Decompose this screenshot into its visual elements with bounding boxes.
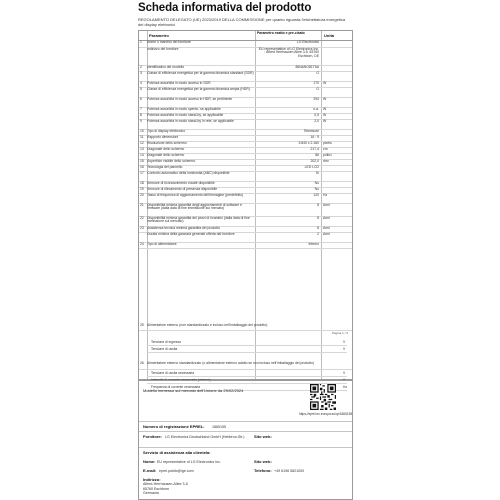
row-number: 7	[140, 107, 142, 111]
row-value: No	[314, 181, 319, 185]
row-number: 5	[140, 87, 142, 91]
table-row	[139, 323, 352, 331]
table-row	[139, 47, 352, 66]
row-number: 15	[140, 159, 144, 163]
row-number: 25	[140, 323, 144, 327]
row-number: 12	[140, 141, 144, 145]
row-value: 16 : 9	[310, 135, 319, 139]
row-value: G	[316, 71, 319, 75]
row-number: 6	[140, 97, 142, 101]
row-unit: pollici	[323, 153, 332, 157]
row-value: 86	[315, 153, 319, 157]
address-label: Indirizzo:	[143, 477, 161, 482]
psu-unit: Hz	[343, 385, 348, 389]
row-number: 21	[140, 203, 144, 207]
market-date-note: Modello immesso sul mercato dell'Unione da 29/02/2024	[143, 388, 244, 393]
website-label: Sito web:	[254, 459, 272, 464]
row-label: Nome o marchio del fornitore	[147, 40, 191, 44]
power-supply-row	[147, 370, 347, 377]
email-value[interactable]: eprel.public@lge.com	[159, 468, 194, 473]
service-name-label: Nome:	[143, 459, 156, 464]
supplier-label: Fornitore:	[143, 434, 162, 439]
psu-label: Frequenza di corrente necessaria	[151, 385, 201, 389]
row-unit: W	[323, 119, 327, 123]
row-number: 4	[140, 81, 142, 85]
row-value: Interno	[308, 242, 319, 246]
row-unit: W	[323, 113, 327, 117]
psu-label: Tensione di uscita	[151, 347, 178, 351]
website-label: Sito web:	[254, 434, 272, 439]
row-number: 9	[140, 119, 142, 123]
row-label: Tecnologia del pannello	[147, 165, 183, 169]
row-unit: W	[323, 107, 327, 111]
row-value: 2	[317, 232, 319, 236]
row-value: 3.840 x 2.160	[298, 141, 319, 145]
row-label: Sensore di rilevamento di presenza disponibile	[147, 187, 218, 191]
row-value: 170	[313, 81, 319, 85]
phone-label: Telefono:	[254, 468, 272, 473]
row-value: 217,4	[310, 147, 319, 151]
row-value: Televisore	[303, 129, 319, 133]
row-value: 8	[317, 203, 319, 207]
row-label: Tasso di frequenza di aggiornamento dell'immagine (predefinito)	[147, 193, 244, 197]
row-unit: Anni	[323, 226, 330, 230]
row-number: 2	[140, 65, 142, 69]
row-unit: W	[323, 97, 327, 101]
row-label: Controllo automatico della luminosità (ABC) disponibile	[147, 171, 230, 175]
row-value: 86NANO81T6A	[295, 65, 319, 69]
psu-unit: A	[343, 378, 346, 382]
row-number: 23	[140, 226, 144, 230]
row-number: 20	[140, 193, 144, 197]
row-label: Potenza assorbita in modo stand-by in rete, se applicabile	[147, 119, 234, 123]
row-label: Identificativo del modello	[147, 65, 185, 69]
row-value: Sì	[315, 171, 319, 175]
regulation-subtitle: REGOLAMENTO DELEGATO (UE) 2023/2019 DELLA COMMISSIONE per quanto riguarda l'etichettatura energetica dei display elettronici	[138, 17, 346, 27]
row-value: 0,5	[314, 113, 319, 117]
psu-label: Tensione di uscita necessaria	[151, 371, 195, 375]
divider	[139, 447, 352, 448]
row-value: 202,0	[310, 159, 319, 163]
row-number: 11	[140, 135, 144, 139]
address-line: 65760 Eschborn	[143, 486, 170, 491]
customer-service-label: Servizio di assistenza alla clientela:	[143, 450, 211, 455]
product-fiche	[133, 0, 353, 500]
row-label: Potenza assorbita in modo spento, se applicabile	[147, 107, 221, 111]
row-label: Potenza assorbita in modo acceso in HDR, se pertinente	[147, 97, 233, 101]
power-supply-row	[147, 339, 347, 346]
row-unit: pixels	[323, 141, 332, 145]
service-name-value: EU representative of LG Electronics Inc.	[157, 459, 221, 464]
qr-code-icon	[310, 384, 336, 410]
psu-label: Tensione di ingresso	[151, 340, 182, 344]
table-row	[139, 242, 352, 249]
row-number: 16	[140, 165, 144, 169]
divider	[139, 431, 352, 432]
row-label: Durata minima della garanzia generale offerta dal fornitore	[147, 232, 235, 236]
row-label: Assistenza tecnica minima garantita del prodotto	[147, 226, 220, 230]
supplier-value: LG Electronics Deutschland GmbH (Hebbron-Str.)	[165, 434, 245, 439]
parameter-table	[138, 30, 353, 389]
row-label: Potenza assorbita in modo stand-by, se applicabile	[147, 113, 224, 117]
psu-unit: V	[343, 371, 346, 375]
header-value: Parametro esatto e pre-cisato	[257, 30, 305, 35]
eprel-label: Numero di registrazione EPREL:	[143, 424, 205, 429]
row-value: EU representative of LG Electronics Inc. : Alfred Herrhausen Allee 3-5, 65760 Eschborn, DE	[258, 47, 319, 59]
row-number: 26	[140, 361, 144, 365]
row-value: LG Electronics	[296, 40, 319, 44]
row-label: Classe di efficienza energetica per la gamma dinamica standard (SDR)	[147, 71, 254, 75]
row-label: Tipo di alimentatore	[147, 242, 177, 246]
psu-unit: V	[343, 340, 346, 344]
row-value: 294	[313, 97, 319, 101]
row-number: 17	[140, 171, 144, 175]
row-unit: Anni	[323, 216, 330, 220]
row-unit: W	[323, 81, 327, 85]
row-label: Diagonale dello schermo	[147, 153, 185, 157]
row-value: n.a.	[313, 107, 319, 111]
row-number: 24	[140, 242, 144, 246]
row-label: Superficie visibile dello schermo	[147, 159, 196, 163]
psu-label: Intensità di corrente necessaria (minima)	[151, 378, 211, 382]
row-label: Classe di efficienza energetica per la gamma dinamica ampia (HDR)	[147, 87, 250, 91]
address-line: Germania	[143, 491, 159, 495]
table-row	[139, 203, 352, 217]
row-number: 1	[140, 40, 142, 44]
header-parameter: Parametro	[149, 33, 169, 38]
row-label: Sensore di riconoscimento vocale disponibile	[147, 181, 215, 185]
row-label: Tipo di display elettronico	[147, 129, 186, 133]
table-row	[139, 361, 352, 370]
power-supply-row	[147, 346, 347, 353]
phone-value: +49 6196 5821000	[274, 468, 305, 473]
row-number: 10	[140, 129, 144, 133]
row-label: Alimentatore esterno standardizzato (o alimentatore esterno adatto se non incluso nell'imballaggio del prodotto)	[147, 361, 315, 365]
row-value: LED LCD	[304, 165, 319, 169]
email-label: E-mail:	[143, 468, 157, 473]
row-unit: Anni	[323, 232, 330, 236]
page-title: Scheda informativa del prodotto	[138, 2, 312, 14]
row-unit: cm	[323, 147, 328, 151]
header-unit: Unità	[324, 33, 334, 38]
row-number: 8	[140, 113, 142, 117]
row-number: 3	[140, 71, 142, 75]
row-value: 120	[313, 193, 319, 197]
supplier-info	[138, 380, 353, 500]
row-unit: dm²	[323, 159, 329, 163]
row-label: Diagonale dello schermo	[147, 147, 185, 151]
row-number: 18	[140, 181, 144, 185]
row-label: Risoluzione dello schermo	[147, 141, 187, 145]
row-label: Disponibilità minima garantita dei pezzi di ricambio (dalla data di fine immissione sul mercato)	[147, 216, 250, 224]
row-value: 2,0	[314, 119, 319, 123]
row-value: 8	[317, 216, 319, 220]
row-unit: Anni	[323, 203, 330, 207]
address-line: Alfred-Herrhausen-Allee 3-5	[143, 482, 188, 486]
row-label: Rapporto dimensioni	[147, 135, 179, 139]
row-label: Disponibilità minima garantita degli aggiornamenti di software e firmware (dalla data di fine immissione sul mercato)	[147, 203, 242, 211]
row-label: Potenza assorbita in modo acceso in SDR	[147, 81, 211, 85]
row-label: Indirizzo del fornitore	[147, 47, 179, 51]
eprel-number: 1865155	[212, 424, 226, 429]
psu-unit: V	[343, 347, 346, 351]
row-label: Alimentatore esterno (non standardizzato e incluso nell'imballaggio del prodotto)	[147, 323, 268, 327]
row-number: 13	[140, 147, 144, 151]
eprel-url[interactable]: https://eprel.ec.europa.eu/qr/1865155	[299, 412, 353, 416]
row-number: 14	[140, 153, 144, 157]
page-marker: Pagina 1 / 2	[331, 331, 348, 335]
row-value: G	[316, 87, 319, 91]
row-number: 19	[140, 187, 144, 191]
row-number: 22	[140, 216, 144, 220]
row-unit: Hz	[323, 193, 328, 197]
row-value: No	[314, 187, 319, 191]
divider	[139, 421, 352, 422]
row-value: 8	[317, 226, 319, 230]
